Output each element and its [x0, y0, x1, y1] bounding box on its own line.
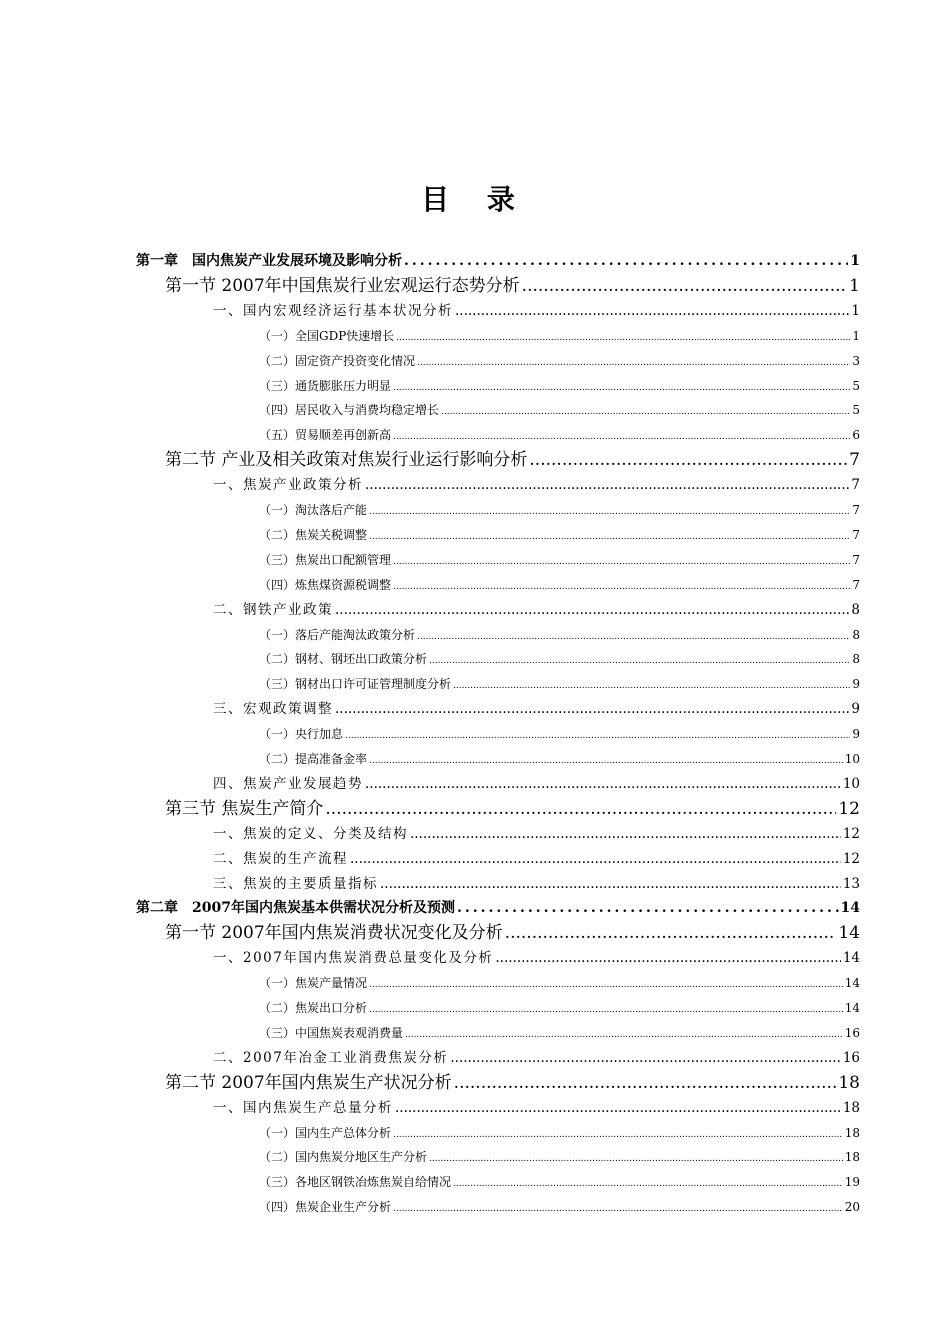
toc-entry-page-number: 14: [844, 1001, 860, 1015]
dot-leader: [417, 625, 850, 649]
toc-entry-title: 第一节 2007年国内焦炭消费状况变化及分析: [165, 923, 503, 944]
toc-entry-page-number: 9: [851, 701, 860, 718]
toc-entry-page-number: 12: [842, 850, 860, 867]
toc-entry[interactable]: [213, 872, 860, 896]
dot-leader: [393, 376, 850, 400]
toc-entry[interactable]: [213, 1046, 860, 1070]
toc-entry-page-number: 7: [852, 503, 860, 517]
toc-entry-page-number: 6: [852, 428, 860, 443]
toc-entry-title: （三）焦炭出口配额管理: [259, 552, 392, 567]
toc-entry-page-number: 1: [850, 253, 860, 269]
toc-entry[interactable]: [259, 349, 860, 373]
toc-entry[interactable]: [136, 249, 860, 273]
toc-entry-title: 四、焦炭产业发展趋势: [213, 775, 363, 792]
toc-entry-page-number: 14: [844, 976, 860, 991]
toc-entry-title: （三）各地区钢铁冶炼焦炭自给情况: [259, 1175, 452, 1190]
toc-entry[interactable]: [213, 598, 860, 622]
toc-entry-title: 二、2007年冶金工业消费焦炭分析: [213, 1049, 449, 1066]
toc-entry-title: 第二章 2007年国内焦炭基本供需状况分析及预测: [136, 900, 455, 917]
toc-entry-title: 第三节 焦炭生产简介: [165, 798, 324, 819]
toc-entry-page-number: 7: [849, 450, 860, 471]
dot-leader: [529, 448, 847, 472]
toc-entry-title: （一）焦炭产量情况: [259, 976, 368, 991]
dot-leader: [369, 973, 843, 997]
toc-entry-title: （二）固定资产投资变化情况: [259, 353, 416, 368]
toc-entry-page-number: 10: [844, 752, 860, 766]
toc-entry[interactable]: [136, 896, 860, 920]
dot-leader: [393, 575, 850, 599]
toc-entry-title: （五）贸易顺差再创新高: [259, 428, 392, 443]
toc-entry[interactable]: [259, 623, 860, 647]
toc-entry-page-number: 14: [842, 950, 860, 967]
toc-entry[interactable]: [165, 274, 860, 298]
dot-leader: [393, 550, 850, 574]
toc-entry[interactable]: [213, 299, 860, 323]
dot-leader: [453, 674, 850, 698]
toc-entry-page-number: 1: [849, 275, 860, 296]
dot-leader: [335, 697, 849, 721]
toc-entry-page-number: 18: [844, 1150, 860, 1165]
toc-entry-page-number: 16: [842, 1049, 860, 1066]
toc-entry-page-number: 8: [852, 627, 860, 642]
toc-entry-title: （一）国内生产总体分析: [259, 1125, 392, 1140]
toc-entry[interactable]: [213, 473, 860, 497]
toc-entry[interactable]: [259, 423, 860, 447]
dot-leader: [365, 473, 849, 497]
toc-entry[interactable]: [259, 1195, 860, 1219]
toc-entry-page-number: 8: [851, 601, 860, 618]
toc-entry-title: （三）通货膨胀压力明显: [259, 378, 392, 393]
dot-leader: [393, 1123, 843, 1147]
toc-entry-page-number: 1: [852, 328, 860, 343]
toc-entry-page-number: 7: [852, 552, 860, 567]
toc-entry-page-number: 7: [852, 577, 860, 592]
toc-entry-page-number: 10: [842, 775, 860, 792]
dot-leader: [410, 822, 841, 846]
dot-leader: [335, 598, 849, 622]
toc-entry-page-number: 5: [852, 378, 860, 393]
dot-leader: [522, 274, 848, 298]
dot-leader: [404, 249, 848, 273]
dot-leader: [429, 649, 850, 673]
toc-entry[interactable]: [259, 971, 860, 995]
toc-entry-title: 一、焦炭产业政策分析: [213, 477, 363, 494]
dot-leader: [453, 1172, 843, 1196]
toc-entry-page-number: 12: [838, 798, 860, 819]
toc-entry[interactable]: [165, 448, 860, 472]
toc-entry-title: 第一节 2007年中国焦炭行业宏观运行态势分析: [165, 275, 520, 296]
dot-leader: [369, 998, 843, 1022]
toc-entry[interactable]: [165, 797, 860, 821]
dot-leader: [429, 1147, 843, 1171]
dot-leader: [417, 351, 850, 375]
dot-leader: [505, 921, 837, 945]
toc-entry-title: （二）钢材、钢坯出口政策分析: [259, 652, 428, 667]
dot-leader: [369, 749, 843, 773]
toc-entry[interactable]: [259, 374, 860, 398]
toc-entry-title: （一）央行加息: [259, 727, 344, 742]
toc-entry-title: （四）炼焦煤资源税调整: [259, 577, 392, 592]
dot-leader: [495, 946, 840, 970]
dot-leader: [380, 872, 841, 896]
toc-entry[interactable]: [259, 548, 860, 572]
toc-entry[interactable]: [259, 1021, 860, 1045]
toc-entry-title: 一、焦炭的定义、分类及结构: [213, 825, 408, 842]
toc-entry-title: （二）焦炭关税调整: [259, 527, 368, 542]
dot-leader: [457, 896, 839, 920]
toc-entry[interactable]: [213, 1096, 860, 1120]
dot-leader: [325, 797, 836, 821]
toc-entry-page-number: 9: [852, 727, 860, 742]
toc-entry-page-number: 18: [844, 1125, 860, 1140]
toc-entry[interactable]: [213, 822, 860, 846]
toc-entry-page-number: 18: [838, 1072, 860, 1093]
toc-entry-title: 第二节 产业及相关政策对焦炭行业运行影响分析: [165, 450, 528, 471]
toc-entry-title: （三）钢材出口许可证管理制度分析: [259, 677, 452, 692]
toc-entry-title: （二）焦炭出口分析: [259, 1001, 368, 1015]
toc-entry-title: 一、国内宏观经济运行基本状况分析: [213, 302, 453, 319]
toc-entry-page-number: 14: [840, 900, 860, 917]
toc-entry[interactable]: [213, 946, 860, 970]
toc-entry-title: （三）中国焦炭表观消费量: [259, 1025, 404, 1040]
toc-entry-title: （一）全国GDP快速增长: [259, 328, 395, 343]
toc-entry-title: （四）焦炭企业生产分析: [259, 1200, 392, 1215]
dot-leader: [365, 772, 841, 796]
dot-leader: [369, 500, 850, 524]
dot-leader: [454, 1071, 837, 1095]
toc-entry-page-number: 12: [842, 825, 860, 842]
toc-entry[interactable]: [259, 398, 860, 422]
toc-entry[interactable]: [259, 1145, 860, 1169]
toc-entry[interactable]: [259, 722, 860, 746]
toc-entry[interactable]: [213, 697, 860, 721]
toc-entry-title: 一、2007年国内焦炭消费总量变化及分析: [213, 950, 494, 967]
toc-entry[interactable]: [165, 921, 860, 945]
toc-entry-page-number: 9: [852, 677, 860, 692]
dot-leader: [455, 299, 849, 323]
toc-entry-page-number: 20: [844, 1200, 860, 1215]
toc-entry[interactable]: [259, 747, 860, 771]
dot-leader: [395, 1096, 841, 1120]
toc-entry[interactable]: [259, 672, 860, 696]
toc-entry[interactable]: [259, 996, 860, 1020]
toc-entry-title: （二）国内焦炭分地区生产分析: [259, 1150, 428, 1165]
page-title: 目 录: [421, 183, 529, 216]
toc-entry-title: 二、焦炭的生产流程: [213, 850, 348, 867]
toc-entry-title: 三、宏观政策调整: [213, 701, 333, 718]
dot-leader: [350, 847, 841, 871]
toc-entry-title: 一、国内焦炭生产总量分析: [213, 1099, 393, 1116]
toc-entry-title: 第一章 国内焦炭产业发展环境及影响分析: [136, 253, 402, 269]
toc-entry-title: 二、钢铁产业政策: [213, 601, 333, 618]
dot-leader: [393, 1197, 843, 1221]
toc-entry[interactable]: [259, 324, 860, 348]
toc-entry-page-number: 5: [852, 403, 860, 418]
dot-leader: [393, 425, 850, 449]
toc-entry-title: （二）提高准备金率: [259, 752, 368, 766]
toc-entry[interactable]: [259, 573, 860, 597]
dot-leader: [369, 525, 850, 549]
toc-entry[interactable]: [259, 647, 860, 671]
toc-entry-page-number: 16: [844, 1025, 860, 1040]
dot-leader: [405, 1023, 843, 1047]
toc-entry-page-number: 19: [844, 1175, 860, 1190]
dot-leader: [441, 400, 850, 424]
toc-entry-title: （一）淘汰落后产能: [259, 503, 368, 517]
toc-entry-title: （四）居民收入与消费均稳定增长: [259, 403, 440, 418]
toc-entry-page-number: 7: [851, 477, 860, 494]
toc-entry-title: 三、焦炭的主要质量指标: [213, 875, 378, 892]
toc-entry-title: （一）落后产能淘汰政策分析: [259, 627, 416, 642]
toc-entry-page-number: 18: [842, 1099, 860, 1116]
dot-leader: [345, 724, 850, 748]
toc-entry[interactable]: [165, 1071, 860, 1095]
toc-entry-page-number: 1: [851, 302, 860, 319]
toc-entry-page-number: 14: [838, 923, 860, 944]
toc-entry[interactable]: [213, 847, 860, 871]
toc-entry-title: 第二节 2007年国内焦炭生产状况分析: [165, 1072, 452, 1093]
toc-entry-page-number: 3: [852, 353, 860, 368]
toc-entry-page-number: 13: [842, 875, 860, 892]
toc-entry[interactable]: [259, 498, 860, 522]
toc-entry-page-number: 8: [852, 652, 860, 667]
toc-entry[interactable]: [259, 1170, 860, 1194]
toc-entry[interactable]: [259, 523, 860, 547]
toc-entry-page-number: 7: [852, 527, 860, 542]
toc-entry[interactable]: [213, 772, 860, 796]
dot-leader: [450, 1046, 840, 1070]
dot-leader: [396, 326, 850, 350]
toc-entry[interactable]: [259, 1121, 860, 1145]
